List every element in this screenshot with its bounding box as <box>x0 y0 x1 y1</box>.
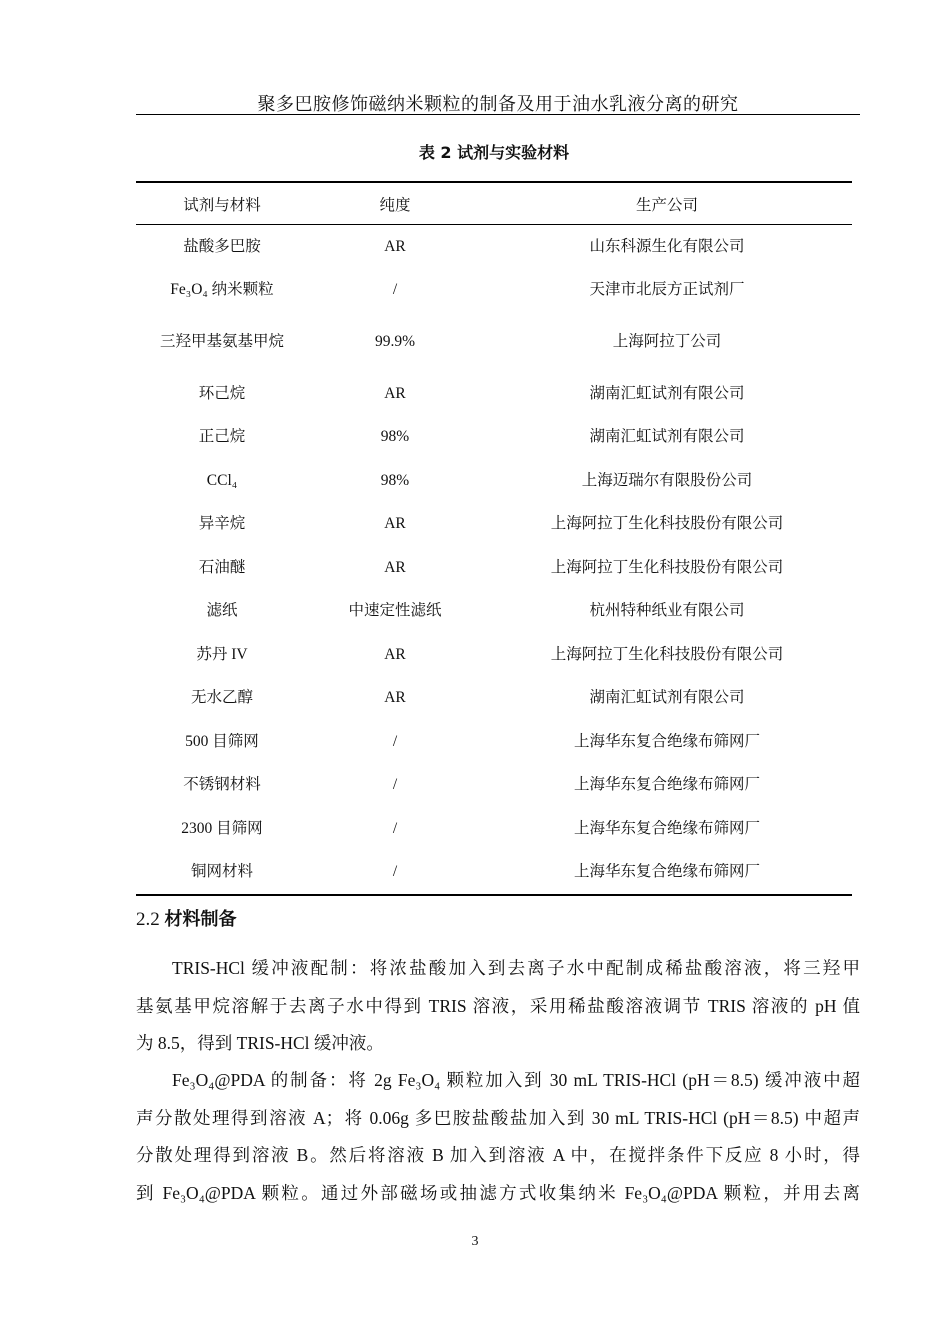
table-row <box>136 633 852 677</box>
table-row <box>136 459 852 503</box>
company-cell: 山东科源生化有限公司 <box>589 237 745 255</box>
company-cell: 湖南汇虹试剂有限公司 <box>589 384 745 402</box>
paragraph-fe3o4-pda <box>136 1062 860 1212</box>
running-header: 聚多巴胺修饰磁纳米颗粒的制备及用于油水乳液分离的研究 <box>257 94 739 114</box>
paragraph-line: 声分散处理得到溶液 A；将 0.06g 多巴胺盐酸盐加入到 30 mL TRIS-HCl (pH＝8.5) 中超声 <box>136 1107 860 1128</box>
purity-cell: AR <box>384 237 406 255</box>
reagents-table <box>136 181 852 896</box>
purity-cell: 99.9% <box>374 333 416 350</box>
purity-cell: / <box>392 732 398 750</box>
paragraph-line: 到 Fe₃O₄@PDA 颗粒。通过外部磁场或抽滤方式收集纳米 Fe₃O₄@PDA 颗粒，并用去离 <box>136 1182 860 1203</box>
material-cell: 苏丹 IV <box>196 645 248 663</box>
table-row <box>136 269 852 313</box>
material-cell: 滤纸 <box>206 602 238 620</box>
material-cell: 2300 目筛网 <box>181 819 263 837</box>
column-header: 生产公司 <box>635 196 698 214</box>
table-row <box>136 546 852 590</box>
purity-cell: 中速定性滤纸 <box>348 602 442 620</box>
table-row <box>136 677 852 721</box>
purity-cell: AR <box>384 384 406 402</box>
company-cell: 上海华东复合绝缘布筛网厂 <box>573 863 760 881</box>
column-header: 纯度 <box>379 196 411 214</box>
company-cell: 上海华东复合绝缘布筛网厂 <box>573 819 760 837</box>
purity-cell: AR <box>384 515 406 533</box>
table-row <box>136 503 852 547</box>
company-cell: 湖南汇虹试剂有限公司 <box>589 428 745 446</box>
purity-cell: AR <box>384 689 406 707</box>
material-cell: 500 目筛网 <box>185 732 259 750</box>
paragraph-line: 为 8.5，得到 TRIS-HCl 缓冲液。 <box>136 1033 384 1053</box>
section-heading <box>136 905 237 931</box>
purity-cell: / <box>392 776 398 794</box>
table-row <box>136 372 852 416</box>
table-caption: 表 2 试剂与实验材料 <box>418 143 570 162</box>
material-cell: Fe₃O₄ 纳米颗粒 <box>170 281 274 299</box>
material-cell: 无水乙醇 <box>190 689 253 707</box>
purity-cell: 98% <box>380 428 410 446</box>
material-cell: 石油醚 <box>198 558 246 576</box>
material-cell: 盐酸多巴胺 <box>183 237 261 255</box>
table-body <box>136 225 852 896</box>
section-number: 2.2 <box>136 909 160 930</box>
company-cell: 上海阿拉丁生化科技股份有限公司 <box>550 558 784 576</box>
paragraph-line: 基氨基甲烷溶解于去离子水中得到 TRIS 溶液，采用稀盐酸溶液调节 TRIS 溶液的 pH 值 <box>136 995 860 1016</box>
table-row <box>136 851 852 896</box>
table-row <box>136 590 852 634</box>
company-cell: 上海阿拉丁生化科技股份有限公司 <box>550 515 784 533</box>
paragraph-line: 分散处理得到溶液 B。然后将溶液 B 加入到溶液 A 中，在搅拌条件下反应 8 小时，得 <box>136 1145 860 1165</box>
purity-cell: / <box>392 819 398 837</box>
company-cell: 上海华东复合绝缘布筛网厂 <box>573 776 760 794</box>
table-row <box>136 720 852 764</box>
material-cell: 环己烷 <box>198 384 246 402</box>
company-cell: 上海华东复合绝缘布筛网厂 <box>573 732 760 750</box>
material-cell: 铜网材料 <box>190 863 253 881</box>
company-cell: 杭州特种纸业有限公司 <box>589 602 745 620</box>
purity-cell: / <box>392 281 398 299</box>
company-cell: 湖南汇虹试剂有限公司 <box>589 689 745 707</box>
company-cell: 上海迈瑞尔有限股份公司 <box>581 471 753 489</box>
company-cell: 上海阿拉丁生化科技股份有限公司 <box>550 645 784 663</box>
paragraph-line: Fe₃O₄@PDA 的制备：将 2g Fe₃O₄ 颗粒加入到 30 mL TRIS-HCl (pH＝8.5) 缓冲液中超 <box>172 1070 860 1090</box>
material-cell: 三羟甲基氨基甲烷 <box>159 333 284 350</box>
table-row <box>136 312 852 372</box>
section-title: 材料制备 <box>164 909 237 930</box>
purity-cell: 98% <box>380 471 410 489</box>
company-cell: 上海阿拉丁公司 <box>612 333 722 350</box>
material-cell: 正己烷 <box>198 428 246 446</box>
table-row <box>136 764 852 808</box>
material-cell: 异辛烷 <box>198 515 246 533</box>
purity-cell: AR <box>384 645 406 663</box>
column-header: 试剂与材料 <box>183 196 261 214</box>
paragraph-tris <box>136 950 860 1063</box>
purity-cell: AR <box>384 558 406 576</box>
table-row <box>136 416 852 460</box>
table-row <box>136 225 852 269</box>
table-row <box>136 807 852 851</box>
purity-cell: / <box>392 863 398 881</box>
page-number: 3 <box>471 1234 479 1249</box>
material-cell: 不锈钢材料 <box>183 776 261 794</box>
company-cell: 天津市北辰方正试剂厂 <box>589 281 745 299</box>
material-cell: CCl₄ <box>206 471 238 489</box>
table-header-row <box>136 182 852 225</box>
paragraph-line: TRIS-HCl 缓冲液配制：将浓盐酸加入到去离子水中配制成稀盐酸溶液，将三羟甲 <box>172 958 860 978</box>
header-rule <box>136 114 860 115</box>
